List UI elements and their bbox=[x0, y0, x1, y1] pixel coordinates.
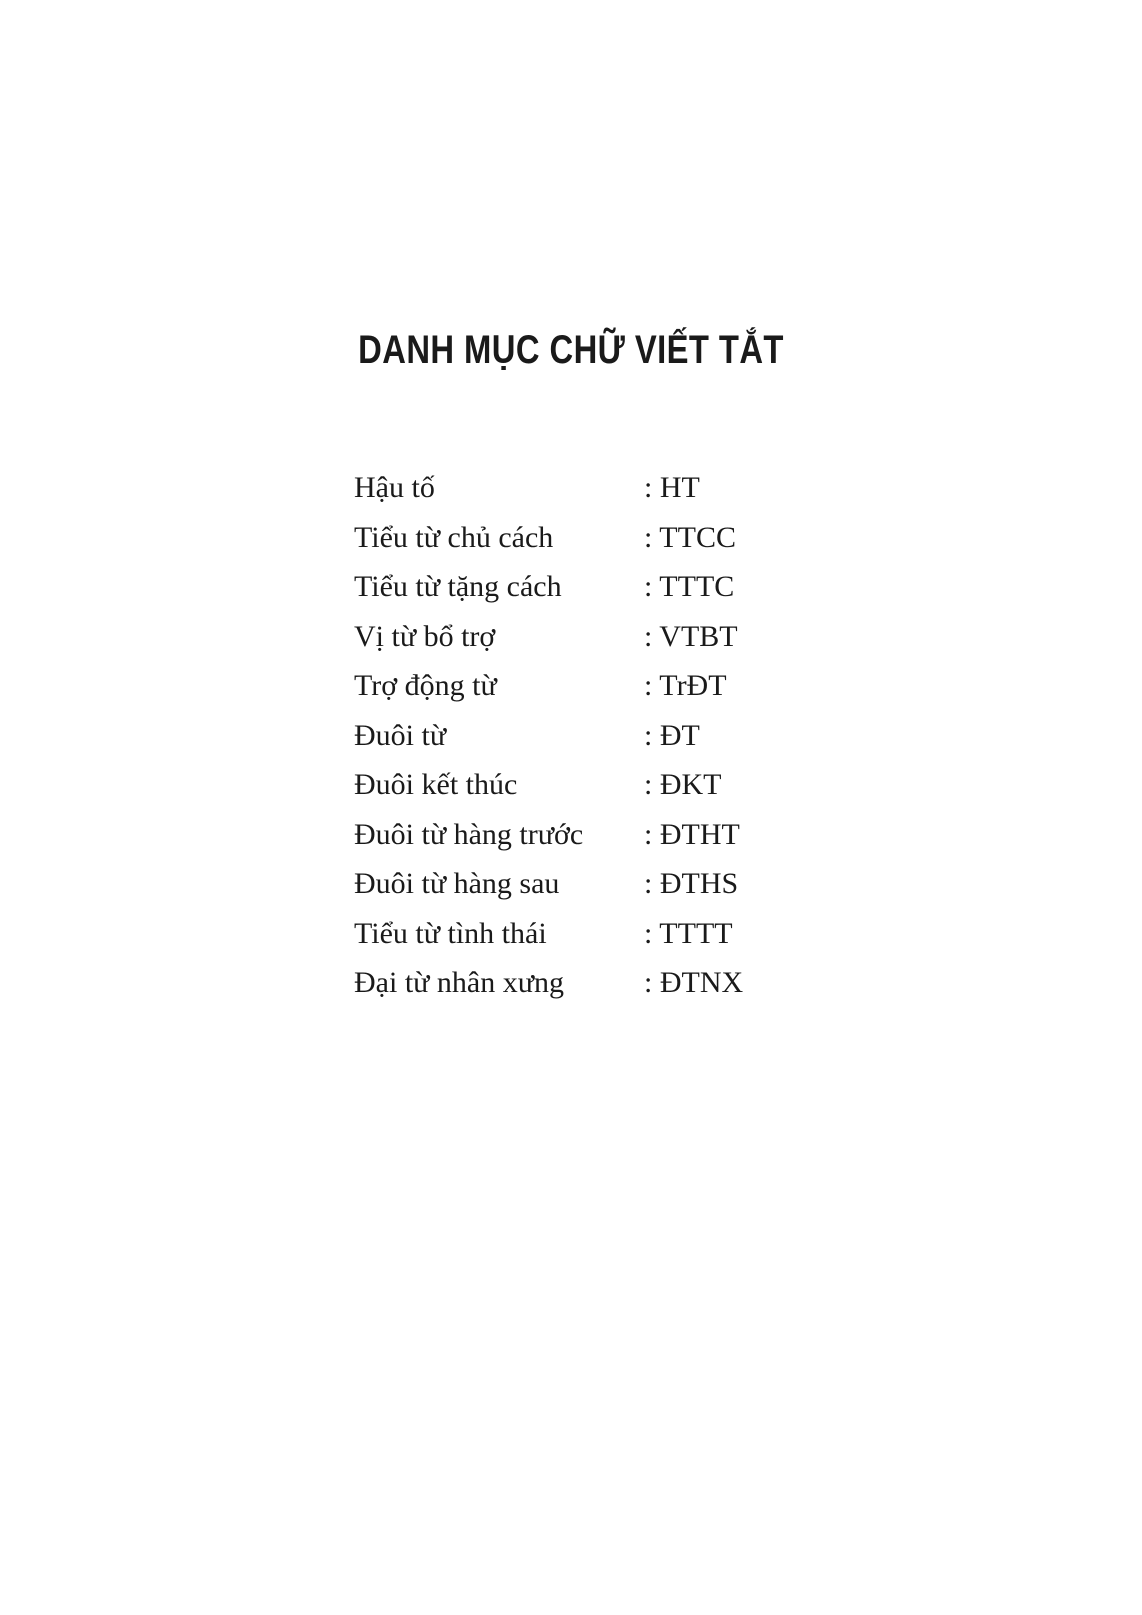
abbreviation-code: : HT bbox=[644, 471, 700, 504]
abbreviation-term: Đuôi kết thúc bbox=[354, 768, 518, 801]
abbreviation-row bbox=[354, 760, 743, 810]
abbreviation-code: : TTCC bbox=[644, 520, 736, 554]
abbreviation-row bbox=[354, 661, 743, 711]
abbreviation-row bbox=[354, 909, 743, 959]
abbreviation-code: : VTBT bbox=[644, 619, 738, 653]
abbreviation-code: : ĐT bbox=[644, 718, 700, 752]
abbreviation-term: Hậu tố bbox=[354, 471, 435, 504]
abbreviation-term: Đuôi từ hàng sau bbox=[354, 867, 560, 900]
abbreviation-code: : ĐTHT bbox=[644, 817, 740, 851]
abbreviation-term: Tiểu từ tình thái bbox=[354, 916, 547, 950]
abbreviation-term: Đại từ nhân xưng bbox=[354, 966, 564, 999]
abbreviation-code: : TTTT bbox=[644, 916, 733, 950]
abbreviation-list bbox=[354, 463, 743, 1008]
abbreviation-code: : ĐTNX bbox=[644, 966, 744, 999]
abbreviation-row bbox=[354, 810, 743, 860]
abbreviation-row bbox=[354, 562, 743, 612]
abbreviation-term: Tiểu từ chủ cách bbox=[354, 520, 554, 554]
page-title: DANH MỤC CHỮ VIẾT TẮT bbox=[358, 328, 784, 372]
abbreviation-term: Đuôi từ bbox=[354, 718, 447, 752]
abbreviation-term: Vị từ bổ trợ bbox=[354, 619, 496, 653]
abbreviation-code: : ĐTHS bbox=[644, 867, 739, 900]
abbreviation-row bbox=[354, 612, 743, 662]
abbreviation-row bbox=[354, 463, 743, 513]
abbreviation-row bbox=[354, 513, 743, 563]
abbreviation-code: : TTTC bbox=[644, 570, 735, 603]
abbreviation-term: Tiểu từ tặng cách bbox=[354, 570, 562, 603]
abbreviation-code: : TrĐT bbox=[644, 669, 727, 702]
abbreviation-code: : ĐKT bbox=[644, 768, 722, 801]
abbreviation-row bbox=[354, 711, 743, 761]
abbreviation-row bbox=[354, 958, 743, 1008]
abbreviation-term: Trợ động từ bbox=[354, 669, 497, 702]
abbreviation-row bbox=[354, 859, 743, 909]
abbreviation-term: Đuôi từ hàng trước bbox=[354, 817, 584, 851]
